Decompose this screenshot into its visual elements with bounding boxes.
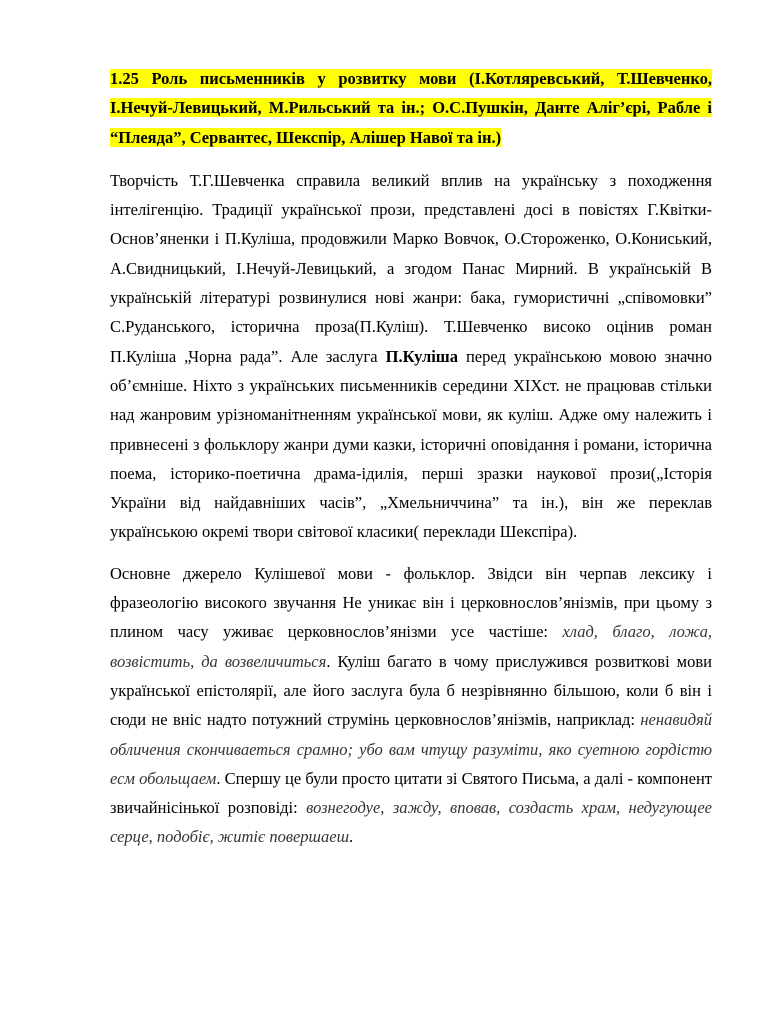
italic-examples: хлад, благо, ложа, возвістить, да возвеличиться [110,622,712,671]
paragraph-text: . Куліш багато в чому прислужився розвиткові мови української епістолярії, але його заслуга була б незрівнянно більшою, коли б він і сюди не вніс надто потужний струмінь церковнослов’янізмів, наприклад: [110,651,712,730]
section-heading [110,64,712,152]
paragraph-shevchenko-kulish [110,166,712,547]
paragraph-kulish-language [110,559,712,852]
italic-examples: вознегодуе, зажду, вповав, создасть храм, недугующее серце, подобіє, житіє повершаеш [110,798,712,847]
paragraph-text: . [349,827,354,847]
paragraph-text: перед українською мовою значно об’ємніше. Ніхто з українських письменників середини XIXст. не працював стільки над жанровим урізноманітненням української мови, як куліш. Адже ому належить і привнесені з фольклору жанри думи казки, історичні оповідання і романи, історична поема, історико-поетична драма-ідилія, перші зразки наукової прози(„Історія України від найдавніших часів”, „Хмельниччина” та ін.), він же переклав українською окремі твори світової класики( переклади Шекспіра). [110,346,712,542]
highlighted-heading-text: 1.25 Роль письменників у розвитку мови (І.Котляревський, Т.Шевченко, І.Нечуй-Левицький, М.Рильський та ін.; О.С.Пушкін, Данте Аліг’єрі, Рабле і “Плеяда”, Сервантес, Шекспір, Алішер Навої та ін.) [110,69,712,147]
document-body [110,64,712,864]
paragraph-text: . Спершу це були просто цитати зі Святого Письма, а далі - компонент звичайнісінької розповіді: [110,768,712,818]
paragraph-text: Творчість Т.Г.Шевченка справила великий вплив на українську з походження інтелігенцію. Традиції української прози, представлені досі в повістях Г.Квітки-Основ’яненки і П.Куліша, продовжили Марко Вовчок, О.Стороженко, О.Кониський, А.Свидницький, І.Нечуй-Левицький, а згодом Панас Мирний. В українській В українській літературі розвинулися нові жанри: бака, гумористичні „співомовки” С.Руданського, історична проза(П.Куліш). Т.Шевченко високо оцінив роман П.Куліша „Чорна рада”. Але заслуга [110,170,712,366]
bold-name: П.Куліша [385,346,458,366]
paragraph-text: Основне джерело Кулішевої мови - фольклор. Звідси він черпав лексику і фразеологію високого звучання Не уникає він і церковнослов’янізмів, при цьому з плином часу уживає церковнослов’янізми усе частіше: [110,563,712,642]
italic-examples: ненавидяй обличения скончиваеться срамно; убо вам чтущу разуміти, яко суетною гордістю есм обольщаем [110,710,712,788]
